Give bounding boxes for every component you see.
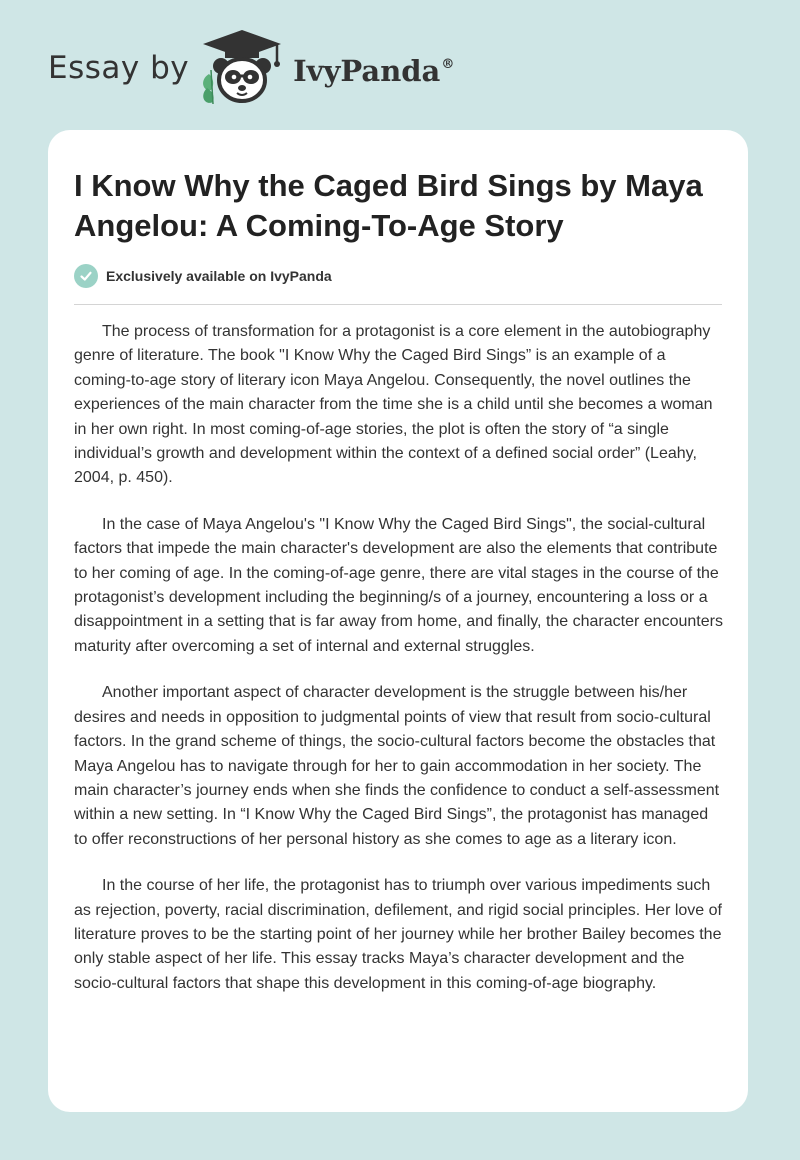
essay-title: I Know Why the Caged Bird Sings by Maya Angelou: A Coming-To-Age Story	[74, 168, 703, 243]
paragraph: In the case of Maya Angelou's "I Know Why the Caged Bird Sings", the social-cultural factors that impede the main character's development are also the elements that contribute to her coming of age. In the coming-of-age genre, there are vital stages in the course of the protagonist’s development including the beginning/s of a journey, encountering a loss or a disappointment in a setting that is far away from home, and finally, the character encounters maturity after overcoming a set of internal and external struggles.	[74, 515, 723, 655]
ivypanda-logo[interactable]	[199, 26, 454, 111]
divider	[74, 304, 722, 305]
check-icon	[74, 264, 98, 288]
registered-mark: ®	[441, 57, 455, 73]
essay-by-label: Essay by	[48, 50, 190, 86]
exclusive-label: Exclusively available on IvyPanda	[106, 268, 332, 284]
site-header	[48, 28, 454, 108]
essay-body	[74, 320, 724, 1018]
panda-graduate-icon	[199, 26, 285, 111]
paragraph: In the course of her life, the protagonist has to triumph over various impediments such as rejection, poverty, racial discrimination, defilement, and rigid social principles. Her love of literature proves to be the starting point of her journey while her brother Bailey becomes the only stable aspect of her life. This essay tracks Maya’s character development and the socio-cultural factors that shape this development in this coming-of-age biography.	[74, 877, 722, 992]
brand-text: IvyPanda	[293, 54, 441, 88]
paragraph: Another important aspect of character development is the struggle between his/her desires and needs in opposition to judgmental points of view that result from socio-cultural factors. In the grand scheme of things, the socio-cultural factors become the obstacles that Maya Angelou has to navigate through for her to gain accommodation in her society. The main character’s journey ends when she finds the confidence to conduct a self-assessment within a new setting. In “I Know Why the Caged Bird Sings”, the protagonist has managed to offer reconstructions of her personal history as she comes to age as a literary icon.	[74, 684, 720, 848]
essay-card	[48, 130, 748, 1112]
paragraph: The process of transformation for a protagonist is a core element in the autobiography genre of literature. The book "I Know Why the Caged Bird Sings” is an example of a coming-to-age story of literary icon Maya Angelou. Consequently, the novel outlines the experiences of the main character from the time she is a child until she becomes a woman in her own right. In most coming-of-age stories, the plot is often the story of “a single individual’s growth and development within the context of a defined social order” (Leahy, 2004, p. 450).	[74, 323, 713, 487]
exclusive-badge	[74, 264, 332, 288]
brand-name	[293, 54, 454, 88]
